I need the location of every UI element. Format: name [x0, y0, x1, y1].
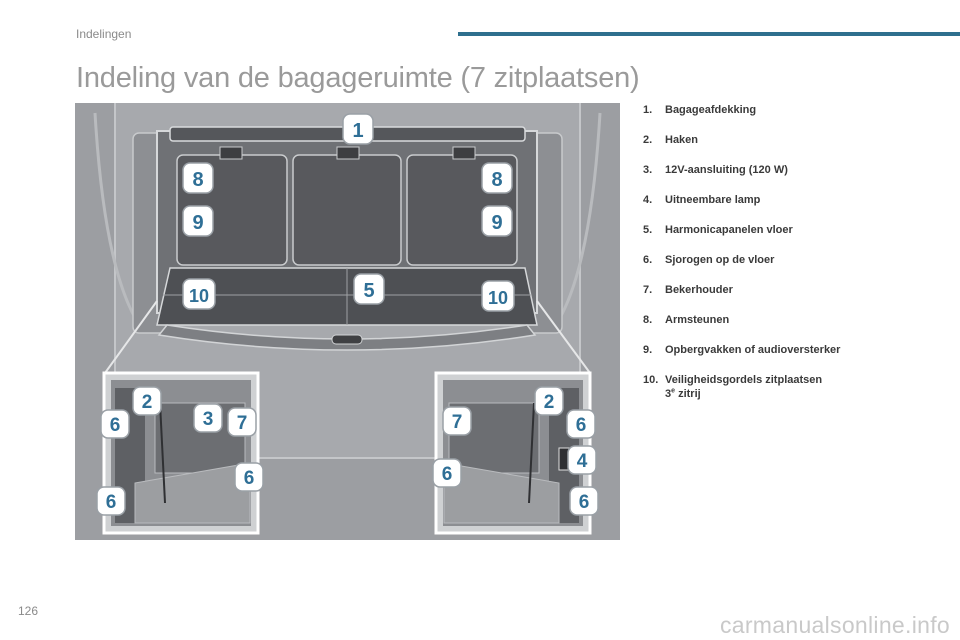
callout-right-7	[443, 407, 471, 435]
legend-item: 9. Opbergvakken of audioversterker	[643, 344, 841, 356]
legend-item-10-line2: zitrij	[675, 388, 701, 400]
watermark: carmanualsonline.info	[719, 612, 950, 638]
svg-text:3: 3	[202, 409, 214, 430]
svg-text:6: 6	[105, 492, 117, 513]
trunk-illustration	[75, 103, 620, 540]
svg-text:6: 6	[109, 415, 121, 436]
svg-text:10: 10	[188, 286, 210, 306]
callout-8-right	[482, 163, 512, 193]
legend-item-10-row-number: 3	[665, 388, 672, 400]
svg-text:6: 6	[243, 468, 255, 489]
svg-text:2: 2	[141, 392, 153, 413]
svg-text:8: 8	[192, 169, 204, 191]
section-label: Indelingen	[76, 27, 132, 41]
callout-right-6-bottom	[570, 487, 598, 515]
svg-text:7: 7	[451, 412, 463, 433]
callout-layer	[75, 103, 620, 540]
page-title: Indeling van de bagageruimte (7 zitplaatsen)	[76, 62, 640, 94]
callout-left-3	[194, 404, 222, 432]
legend-item: 8. Armsteunen	[643, 314, 730, 326]
svg-text:7: 7	[236, 413, 248, 434]
legend-item: 4. Uitneembare lamp	[643, 194, 761, 206]
legend-item: 6. Sjorogen op de vloer	[643, 254, 775, 266]
legend-item: 3. 12V-aansluiting (120 W)	[643, 164, 788, 176]
svg-text:9: 9	[491, 212, 503, 234]
page-number: 126	[18, 604, 39, 618]
callout-left-6-top	[101, 410, 129, 438]
legend-item: 10. Veiligheidsgordels zitplaatsen 3e zitrij	[643, 374, 823, 400]
legend-item-10-superscript: e	[671, 387, 676, 395]
svg-text:2: 2	[543, 392, 555, 413]
legend-item: 5. Harmonicapanelen vloer	[643, 224, 793, 236]
svg-text:8: 8	[491, 169, 503, 191]
callout-8-left	[183, 163, 213, 193]
legend-item: 1. Bagageafdekking	[643, 104, 757, 116]
callout-left-6-bottom	[97, 487, 125, 515]
svg-text:5: 5	[363, 280, 375, 302]
callout-left-7	[228, 408, 256, 436]
callout-9-left	[183, 206, 213, 236]
callout-right-2	[535, 387, 563, 415]
callout-left-6-mid	[235, 463, 263, 491]
callout-right-6-left	[433, 459, 461, 487]
svg-text:4: 4	[576, 451, 588, 472]
callout-left-2	[133, 387, 161, 415]
legend-item: 7. Bekerhouder	[643, 284, 733, 296]
svg-text:9: 9	[192, 212, 204, 234]
legend-item: 2. Haken	[643, 134, 699, 146]
svg-text:10: 10	[487, 288, 509, 308]
svg-text:6: 6	[575, 415, 587, 436]
svg-text:1: 1	[352, 120, 364, 142]
callout-10-right	[482, 281, 514, 311]
svg-text:6: 6	[441, 464, 453, 485]
callout-right-6-top	[567, 410, 595, 438]
header-bar	[458, 32, 960, 36]
callout-10-left	[183, 279, 215, 309]
legend-item-10-line1: Veiligheidsgordels zitplaatsen	[665, 374, 823, 386]
callout-right-4	[568, 446, 596, 474]
callout-1	[343, 114, 373, 144]
svg-text:6: 6	[578, 492, 590, 513]
callout-9-right	[482, 206, 512, 236]
legend-list	[643, 103, 943, 403]
callout-5	[354, 274, 384, 304]
